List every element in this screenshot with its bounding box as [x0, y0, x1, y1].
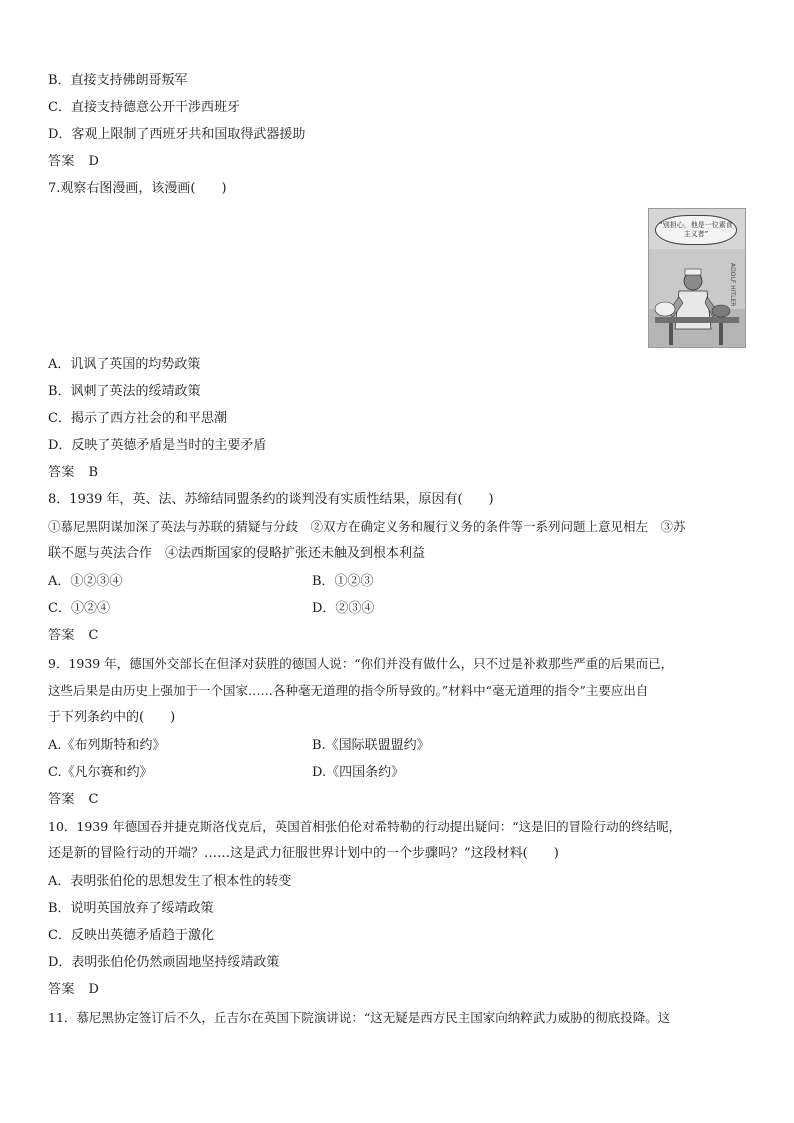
q10-option-b: B．说明英国放弃了绥靖政策	[48, 901, 214, 916]
q6-option-b: B．直接支持佛朗哥叛军	[48, 73, 188, 88]
q7-answer: 答案 B	[48, 465, 99, 480]
q9-stem-line-1: 9．1939 年，德国外交部长在但泽对获胜的德国人说：“你们并没有做什么，只不过是补救那些严重的后果而已，	[48, 656, 674, 671]
cartoon-speech-bubble: “别担心，他是一位素食主义者”	[655, 215, 737, 245]
q9-stem-line-3: 于下列条约中的( )	[48, 710, 176, 725]
q9-option-c: C.《凡尔赛和约》	[48, 765, 153, 780]
q8-option-a: A．①②③④	[48, 574, 123, 589]
q10-stem-line-2: 还是新的冒险行动的开端？……这是武力征服世界计划中的一个步骤吗？”这段材料( )	[48, 846, 559, 861]
q7-option-d: D．反映了英德矛盾是当时的主要矛盾	[48, 438, 267, 453]
q7-option-b: B．讽刺了英法的绥靖政策	[48, 384, 201, 399]
q9-option-a: A.《布列斯特和约》	[48, 738, 166, 753]
q8-stem: 8．1939 年，英、法、苏缔结同盟条约的谈判没有实质性结果，原因有( )	[48, 492, 494, 507]
q8-option-d: D．②③④	[312, 601, 375, 616]
q6-answer: 答案 D	[48, 154, 100, 169]
q9-answer: 答案 C	[48, 792, 99, 807]
q6-option-c: C．直接支持德意公开干涉西班牙	[48, 100, 240, 115]
q10-answer: 答案 D	[48, 982, 100, 997]
q6-option-d: D．客观上限制了西班牙共和国取得武器援助	[48, 127, 306, 142]
cartoon-side-text: ADOLF HITLER	[729, 263, 736, 307]
q7-option-a: A．讥讽了英国的均势政策	[48, 357, 201, 372]
q9-stem-line-2: 这些后果是由历史上强加于一个国家……各种毫无道理的指令所导致的。”材料中“毫无道理的指令”主要应出自	[48, 683, 649, 698]
q9-option-d: D.《四国条约》	[312, 765, 405, 780]
q8-statements-line-2: 联不愿与英法合作 ④法西斯国家的侵略扩张还未触及到根本利益	[48, 546, 426, 561]
q10-option-c: C．反映出英德矛盾趋于激化	[48, 928, 214, 943]
q8-statements-line-1: ①慕尼黑阴谋加深了英法与苏联的猜疑与分歧 ②双方在确定义务和履行义务的条件等一系列问题上意见相左 ③苏	[48, 519, 686, 534]
q8-option-b: B．①②③	[312, 574, 374, 589]
q7-stem: 7.观察右图漫画，该漫画( )	[48, 181, 227, 196]
q11-stem-line-1: 11．慕尼黑协定签订后不久，丘吉尔在英国下院演讲说：“这无疑是西方民主国家向纳粹武力威胁的彻底投降。这	[48, 1010, 671, 1025]
q7-option-c: C．揭示了西方社会的和平思潮	[48, 411, 227, 426]
q8-answer: 答案 C	[48, 628, 99, 643]
q10-option-d: D．表明张伯伦仍然顽固地坚持绥靖政策	[48, 955, 280, 970]
q9-option-b: B.《国际联盟盟约》	[312, 738, 430, 753]
cartoon-image	[648, 208, 746, 348]
q10-stem-line-1: 10．1939 年德国吞并捷克斯洛伐克后，英国首相张伯伦对希特勒的行动提出疑问：“这是旧的冒险行动的终结呢，	[48, 819, 682, 834]
q8-option-c: C．①②④	[48, 601, 110, 616]
q10-option-a: A．表明张伯伦的思想发生了根本性的转变	[48, 874, 292, 889]
